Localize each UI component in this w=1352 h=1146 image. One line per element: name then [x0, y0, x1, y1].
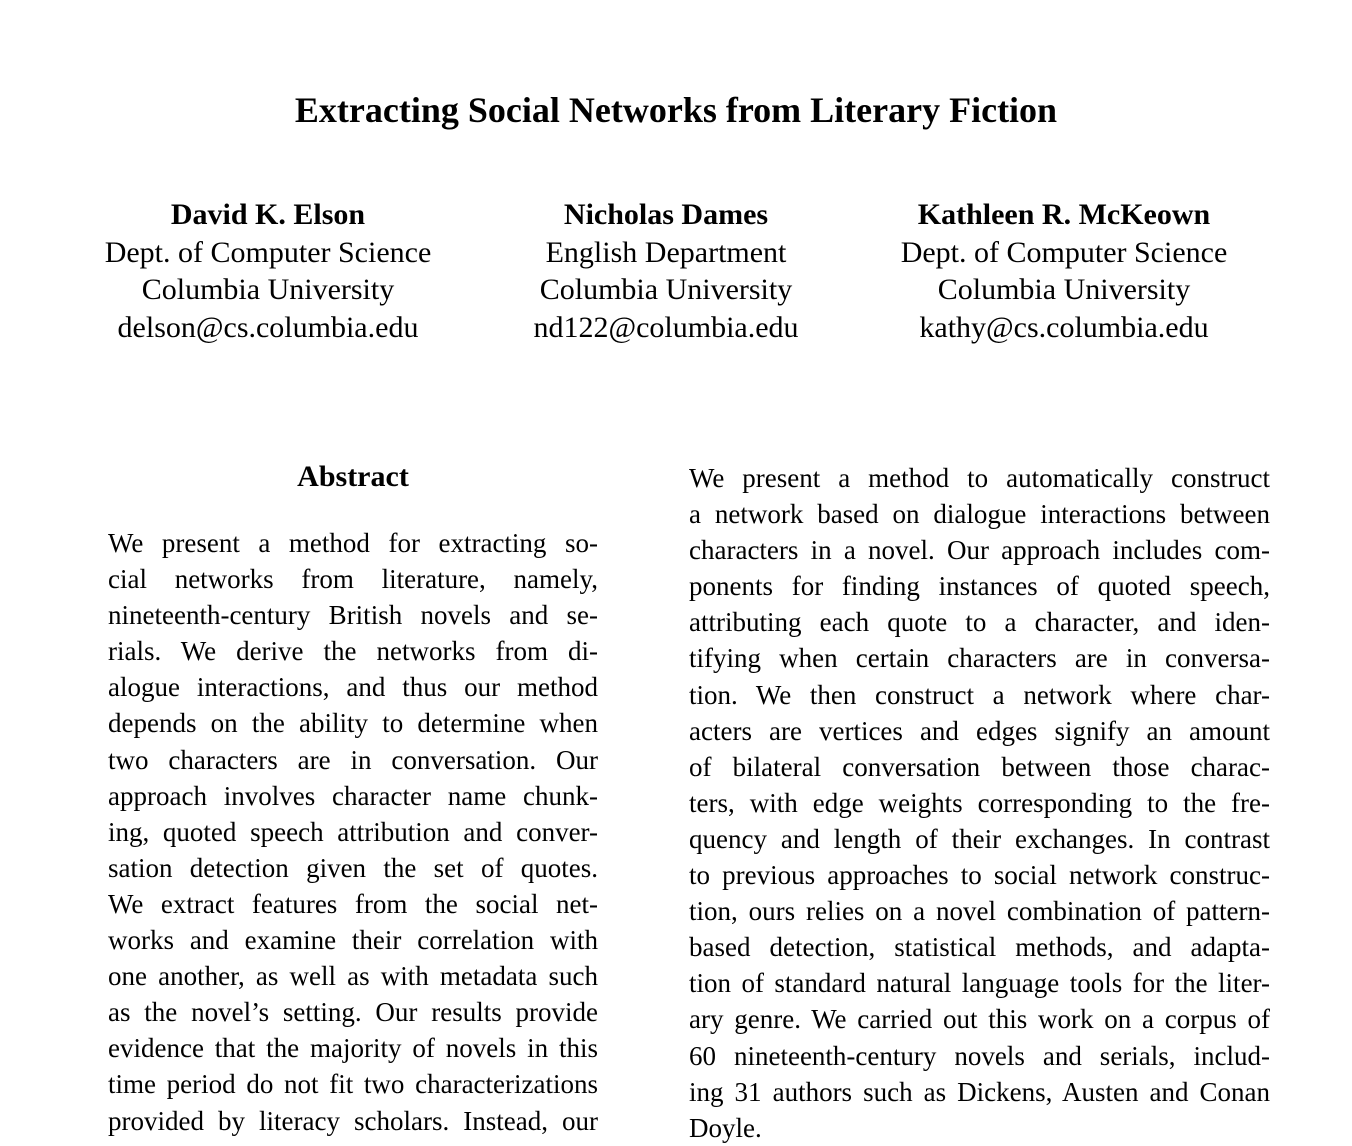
text-line: sation detection given the set of quotes. [108, 852, 598, 883]
text-line: tion. We then construct a network where char- [689, 679, 1270, 710]
text-line: ary genre. We carried out this work on a corpus of [689, 1004, 1270, 1035]
author-university: Columbia University [539, 273, 793, 306]
text-line: attributing each quote to a character, and iden- [689, 607, 1270, 638]
text-line: two characters are in conversation. Our [108, 744, 598, 775]
author-department: English Department [545, 235, 787, 269]
text-line: works and examine their correlation with [108, 925, 598, 956]
text-line: tifying when certain characters are in conversa- [689, 643, 1270, 674]
text-line: nineteenth-century British novels and se- [108, 600, 598, 631]
text-line: cial networks from literature, namely, [108, 564, 598, 595]
text-line: a network based on dialogue interactions between [689, 499, 1270, 530]
author-email: nd122@columbia.edu [533, 310, 799, 344]
text-line: rials. We derive the networks from di- [108, 636, 598, 667]
text-line: provided by literacy scholars. Instead, our [108, 1105, 598, 1136]
author-block [456, 196, 876, 346]
text-line: as the novel’s setting. Our results provide [108, 997, 598, 1028]
author-name: Nicholas Dames [563, 198, 769, 231]
text-line: evidence that the majority of novels in this [108, 1033, 598, 1064]
intro-paragraph [689, 460, 1270, 1146]
author-block [58, 196, 478, 346]
text-line: time period do not fit two characterizations [108, 1069, 598, 1100]
text-line: 60 nineteenth-century novels and serials, includ- [689, 1040, 1270, 1071]
text-line: ing 31 authors such as Dickens, Austen and Conan [689, 1076, 1270, 1107]
paper-title: Extracting Social Networks from Literary Fiction [294, 90, 1058, 130]
abstract-body [108, 525, 598, 1139]
text-line: ing, quoted speech attribution and conver- [108, 816, 598, 847]
author-university: Columbia University [141, 273, 395, 306]
text-line: based detection, statistical methods, and adapta- [689, 932, 1270, 963]
author-block [854, 196, 1274, 346]
text-line: tion of standard natural language tools for the liter- [689, 968, 1270, 999]
author-department: Dept. of Computer Science [900, 235, 1228, 269]
text-line: quency and length of their exchanges. In contrast [689, 823, 1270, 854]
text-line: to previous approaches to social network construc- [689, 860, 1270, 891]
text-line: ters, with edge weights corresponding to the fre- [689, 787, 1270, 818]
text-line: of bilateral conversation between those charac- [689, 751, 1270, 782]
author-name: David K. Elson [170, 198, 366, 231]
text-line: depends on the ability to determine when [108, 708, 598, 739]
text-line: acters are vertices and edges signify an amount [689, 715, 1270, 746]
author-email: kathy@cs.columbia.edu [919, 310, 1209, 344]
author-department: Dept. of Computer Science [104, 235, 432, 269]
text-line: tion, ours relies on a novel combination of pattern- [689, 896, 1270, 927]
text-line: alogue interactions, and thus our method [108, 672, 598, 703]
text-line: ponents for finding instances of quoted speech, [689, 571, 1270, 602]
abstract-heading: Abstract [297, 460, 409, 493]
text-line: We extract features from the social net- [108, 888, 598, 919]
author-university: Columbia University [937, 273, 1191, 306]
text-line: Doyle. [689, 1112, 762, 1143]
text-line: We present a method for extracting so- [108, 528, 598, 558]
text-line: characters in a novel. Our approach includes com- [689, 535, 1270, 566]
author-email: delson@cs.columbia.edu [117, 310, 419, 344]
text-line: approach involves character name chunk- [108, 780, 598, 811]
author-name: Kathleen R. McKeown [917, 198, 1211, 231]
text-line: one another, as well as with metadata such [108, 961, 598, 992]
text-line: We present a method to automatically construct [689, 463, 1270, 493]
